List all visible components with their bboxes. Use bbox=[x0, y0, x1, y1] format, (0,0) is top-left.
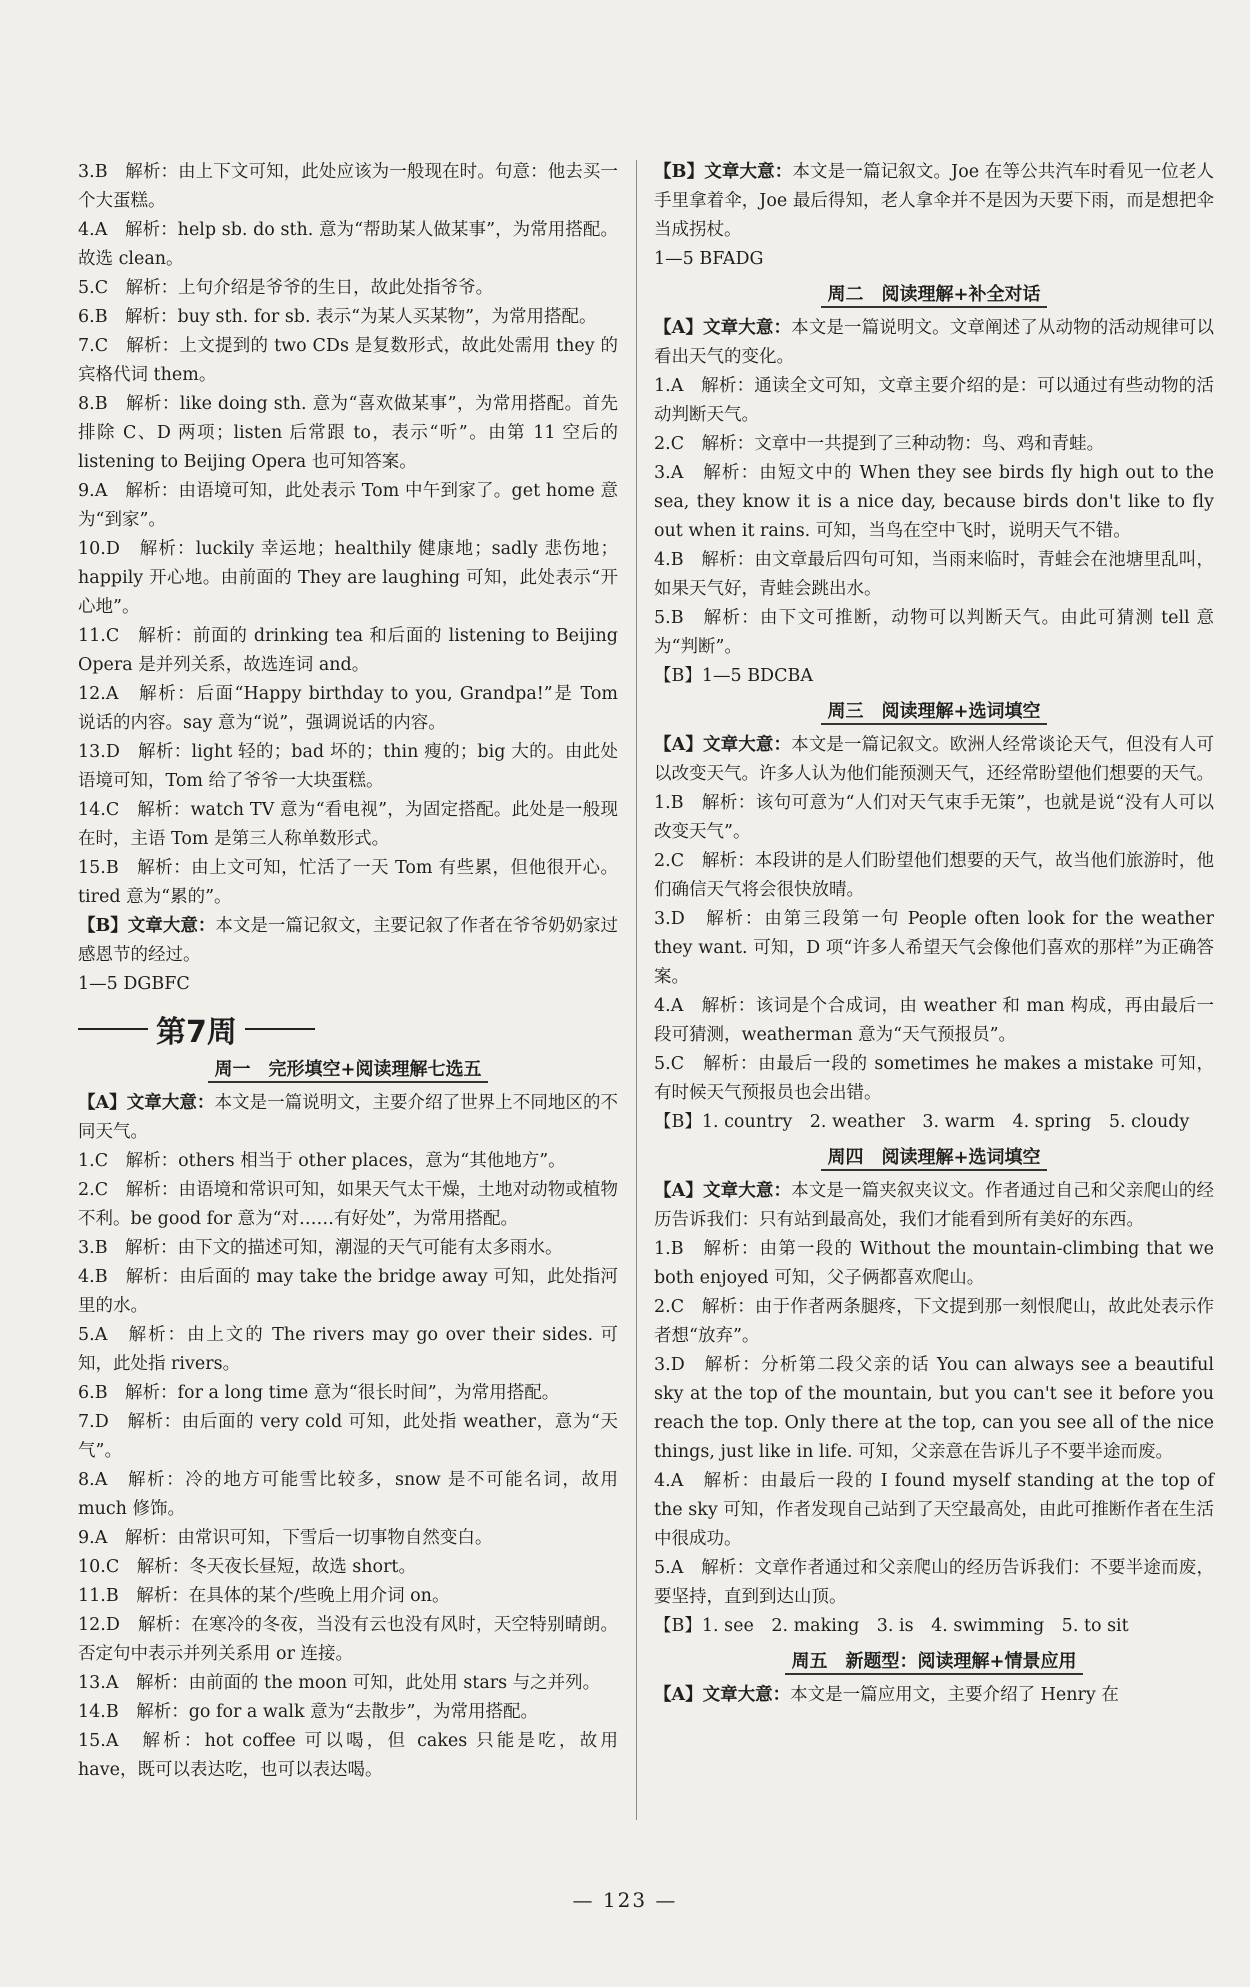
answer-item: 7.D 解析：由后面的 very cold 可知，此处指 weather，意为“天气”。 bbox=[78, 1412, 618, 1461]
answer-item: 1.C 解析：others 相当于 other places，意为“其他地方”。 bbox=[78, 1151, 566, 1171]
b-answers: 1—5 BFADG bbox=[654, 249, 764, 269]
answer-item: 3.A 解析：由短文中的 When they see birds fly high out to the sea, they know it is a nice day, because birds don't like to fly out when it rains. 可知，当鸟在空中飞时，说明天气不错。 bbox=[654, 463, 1214, 541]
answer-item: 3.B 解析：由上下文可知，此处应该为一般现在时。句意：他去买一个大蛋糕。 bbox=[78, 162, 618, 211]
answer-item: 4.A 解析：help sb. do sth. 意为“帮助某人做某事”，为常用搭配。故选 clean。 bbox=[78, 220, 618, 269]
answer-item: 6.B 解析：buy sth. for sb. 表示“为某人买某物”，为常用搭配。 bbox=[78, 307, 597, 327]
answer-item: 4.A 解析：该词是个合成词，由 weather 和 man 构成，再由最后一段可猜测，weatherman 意为“天气预报员”。 bbox=[654, 996, 1214, 1045]
answer-item: 1.B 解析：由第一段的 Without the mountain-climbing that we both enjoyed 可知，父子俩都喜欢爬山。 bbox=[654, 1239, 1214, 1288]
answer-item: 1.A 解析：通读全文可知，文章主要介绍的是：可以通过有些动物的活动判断天气。 bbox=[654, 376, 1214, 425]
b-answers: 【B】1. country 2. weather 3. warm 4. spring 5. cloudy bbox=[654, 1112, 1190, 1132]
summary-text: 本文是一篇记叙文，主要记叙了作者在爷爷奶奶家过感恩节的经过。 bbox=[78, 916, 619, 965]
answer-item: 5.C 解析：由最后一段的 sometimes he makes a mistake 可知，有时候天气预报员也会出错。 bbox=[654, 1054, 1214, 1103]
answer-item: 10.D 解析：luckily 幸运地；healthily 健康地；sadly 悲伤地；happily 开心地。由前面的 They are laughing 可知，此处表示“开心地”。 bbox=[78, 539, 618, 617]
summary-label: 【A】文章大意： bbox=[78, 1093, 215, 1113]
answer-item: 12.A 解析：后面“Happy birthday to you, Grandpa!”是 Tom 说话的内容。say 意为“说”，强调说话的内容。 bbox=[78, 684, 618, 733]
summary-text: 本文是一篇说明文。文章阐述了从动物的活动规律可以看出天气的变化。 bbox=[654, 318, 1215, 367]
answer-item: 9.A 解析：由语境可知，此处表示 Tom 中午到家了。get home 意为“到家”。 bbox=[78, 481, 618, 530]
answer-item: 5.C 解析：上句介绍是爷爷的生日，故此处指爷爷。 bbox=[78, 278, 494, 298]
summary-text: 本文是一篇夹叙夹议文。作者通过自己和父亲爬山的经历告诉我们：只有站到最高处，我们才能看到所有美好的东西。 bbox=[654, 1181, 1215, 1230]
answer-item: 3.D 解析：由第三段第一句 People often look for the weather they want. 可知，D 项“许多人希望天气会像他们喜欢的那样”为正确答案。 bbox=[654, 909, 1214, 987]
answer-item: 2.C 解析：文章中一共提到了三种动物：鸟、鸡和青蛙。 bbox=[654, 434, 1105, 454]
answer-item: 15.B 解析：由上文可知，忙活了一天 Tom 有些累，但他很开心。tired 意为“累的”。 bbox=[78, 858, 618, 907]
summary-label: 【B】文章大意： bbox=[654, 162, 793, 182]
summary-text: 本文是一篇说明文，主要介绍了世界上不同地区的不同天气。 bbox=[78, 1093, 619, 1142]
answer-item: 7.C 解析：上文提到的 two CDs 是复数形式，故此处需用 they 的宾格代词 them。 bbox=[78, 336, 618, 385]
answer-item: 8.A 解析：冷的地方可能雪比较多，snow 是不可能名词，故用 much 修饰。 bbox=[78, 1470, 618, 1519]
answer-item: 3.B 解析：由下文的描述可知，潮湿的天气可能有太多雨水。 bbox=[78, 1238, 563, 1258]
left-column bbox=[78, 158, 618, 1785]
summary-label: 【B】文章大意： bbox=[78, 916, 216, 936]
answer-item: 1.B 解析：该句可意为“人们对天气束手无策”，也就是说“没有人可以改变天气”。 bbox=[654, 793, 1214, 842]
page-number: — 123 — bbox=[572, 1888, 678, 1912]
section-heading-friday: 周五 新题型：阅读理解+情景应用 bbox=[654, 1647, 1214, 1677]
summary-text: 本文是一篇记叙文。欧洲人经常谈论天气，但没有人可以改变天气。许多人认为他们能预测天气，还经常盼望他们想要的天气。 bbox=[654, 735, 1215, 784]
answer-item: 6.B 解析：for a long time 意为“很长时间”，为常用搭配。 bbox=[78, 1383, 560, 1403]
answer-item: 4.B 解析：由后面的 may take the bridge away 可知，此处指河里的水。 bbox=[78, 1267, 618, 1316]
answer-item: 9.A 解析：由常识可知，下雪后一切事物自然变白。 bbox=[78, 1528, 493, 1548]
answer-item: 11.C 解析：前面的 drinking tea 和后面的 listening to Beijing Opera 是并列关系，故选连词 and。 bbox=[78, 626, 618, 675]
b-answers: 1—5 DGBFC bbox=[78, 974, 190, 994]
section-heading-thursday: 周四 阅读理解+选词填空 bbox=[654, 1143, 1214, 1173]
answer-item: 15.A 解析：hot coffee 可以喝，但 cakes 只能是吃，故用 have，既可以表达吃，也可以表达喝。 bbox=[78, 1731, 618, 1780]
summary-label: 【A】文章大意： bbox=[654, 1181, 792, 1201]
answer-item: 2.C 解析：本段讲的是人们盼望他们想要的天气，故当他们旅游时，他们确信天气将会很快放晴。 bbox=[654, 851, 1214, 900]
answer-item: 5.B 解析：由下文可推断，动物可以判断天气。由此可猜测 tell 意为“判断”。 bbox=[654, 608, 1214, 657]
wednesday-answer-list bbox=[654, 789, 1214, 1108]
section-heading-monday: 周一 完形填空+阅读理解七选五 bbox=[78, 1055, 618, 1085]
answer-item: 14.B 解析：go for a walk 意为“去散步”，为常用搭配。 bbox=[78, 1702, 538, 1722]
answer-item: 10.C 解析：冬天夜长昼短，故选 short。 bbox=[78, 1557, 416, 1577]
answer-item: 5.A 解析：由上文的 The rivers may go over their sides. 可知，此处指 rivers。 bbox=[78, 1325, 618, 1374]
a-summary bbox=[78, 1089, 618, 1147]
b-answers: 【B】1—5 BDCBA bbox=[654, 666, 813, 686]
b-answers: 【B】1. see 2. making 3. is 4. swimming 5. to sit bbox=[654, 1616, 1129, 1636]
answer-item: 13.D 解析：light 轻的；bad 坏的；thin 瘦的；big 大的。由此处语境可知，Tom 给了爷爷一大块蛋糕。 bbox=[78, 742, 618, 791]
section-heading-wednesday: 周三 阅读理解+选词填空 bbox=[654, 697, 1214, 727]
summary-text: 本文是一篇记叙文。Joe 在等公共汽车时看见一位老人手里拿着伞，Joe 最后得知，老人拿伞并不是因为天要下雨，而是想把伞当成拐杖。 bbox=[654, 162, 1214, 240]
answer-item: 2.C 解析：由语境和常识可知，如果天气太干燥，土地对动物或植物不利。be good for 意为“对……有好处”，为常用搭配。 bbox=[78, 1180, 618, 1229]
summary-label: 【A】文章大意： bbox=[654, 318, 792, 338]
summary-text: 本文是一篇应用文，主要介绍了 Henry 在 bbox=[790, 1685, 1119, 1705]
answer-item: 4.A 解析：由最后一段的 I found myself standing at the top of the sky 可知，作者发现自己站到了天空最高处，由此可推断作者在生活中很成功。 bbox=[654, 1471, 1214, 1549]
week-title bbox=[78, 1009, 618, 1049]
a-summary bbox=[654, 314, 1214, 372]
answer-item: 11.B 解析：在具体的某个/些晚上用介词 on。 bbox=[78, 1586, 450, 1606]
answer-item: 4.B 解析：由文章最后四句可知，当雨来临时，青蛙会在池塘里乱叫，如果天气好，青蛙会跳出水。 bbox=[654, 550, 1214, 599]
answer-item: 14.C 解析：watch TV 意为“看电视”，为固定搭配。此处是一般现在时，主语 Tom 是第三人称单数形式。 bbox=[78, 800, 618, 849]
a-summary bbox=[654, 1177, 1214, 1235]
week-title-line-left bbox=[78, 1028, 148, 1030]
top-answer-list bbox=[78, 158, 618, 912]
answer-item: 8.B 解析：like doing sth. 意为“喜欢做某事”，为常用搭配。首先排除 C、D 两项；listen 后常跟 to，表示“听”。由第 11 空后的 listening to Beijing Opera 也可知答案。 bbox=[78, 394, 618, 472]
summary-label: 【A】文章大意： bbox=[654, 735, 792, 755]
answer-item: 5.A 解析：文章作者通过和父亲爬山的经历告诉我们：不要半途而废，要坚持，直到到达山顶。 bbox=[654, 1558, 1214, 1607]
answer-item: 2.C 解析：由于作者两条腿疼，下文提到那一刻恨爬山，故此处表示作者想“放弃”。 bbox=[654, 1297, 1214, 1346]
answer-item: 13.A 解析：由前面的 the moon 可知，此处用 stars 与之并列。 bbox=[78, 1673, 601, 1693]
section-heading-tuesday: 周二 阅读理解+补全对话 bbox=[654, 280, 1214, 310]
thursday-answer-list bbox=[654, 1235, 1214, 1612]
week-title-text: 第7周 bbox=[156, 1015, 237, 1050]
summary-label: 【A】文章大意： bbox=[654, 1685, 791, 1705]
b-summary bbox=[78, 912, 618, 970]
tuesday-answer-list bbox=[654, 372, 1214, 662]
monday-answer-list bbox=[78, 1147, 618, 1785]
answer-item: 12.D 解析：在寒冷的冬夜，当没有云也没有风时，天空特别晴朗。否定句中表示并列关系用 or 连接。 bbox=[78, 1615, 618, 1664]
answer-item: 3.D 解析：分析第二段父亲的话 You can always see a beautiful sky at the top of the mountain, but you can't see it before you reach the top. Only there at the top, can you see all of the nice things, just like in life. 可知，父亲意在告诉儿子不要半途而废。 bbox=[654, 1355, 1214, 1462]
right-column bbox=[654, 158, 1214, 1710]
b-summary bbox=[654, 158, 1214, 245]
a-summary bbox=[654, 731, 1214, 789]
a-summary bbox=[654, 1681, 1214, 1710]
week-title-line-right bbox=[245, 1028, 315, 1030]
column-divider bbox=[636, 160, 637, 1820]
